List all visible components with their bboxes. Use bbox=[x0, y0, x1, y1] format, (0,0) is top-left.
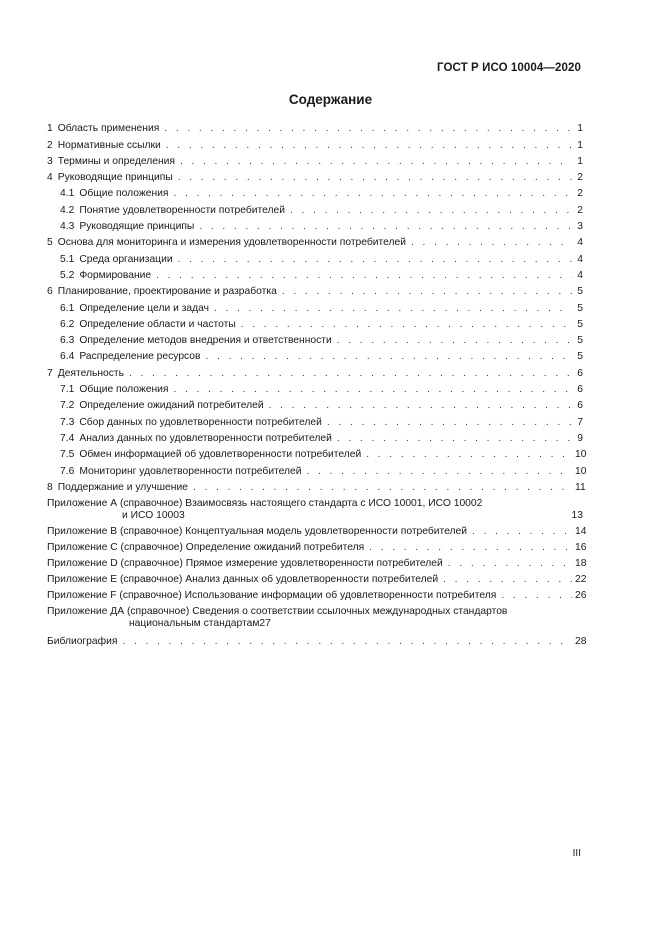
toc-entry-4-1[interactable] bbox=[47, 184, 583, 200]
toc-entry-title: Поддержание и улучшение bbox=[57, 481, 188, 493]
leader-dots bbox=[269, 400, 572, 412]
toc-entry-title: Определение ожиданий потребителей bbox=[79, 400, 264, 412]
toc-entry-7[interactable] bbox=[47, 363, 583, 379]
toc-entry-number: 7.1 bbox=[60, 384, 75, 396]
toc-entry-page: 28 bbox=[575, 635, 587, 647]
toc-entry-annex[interactable] bbox=[47, 538, 587, 554]
toc-entry-page: 3 bbox=[577, 221, 583, 233]
toc-entry-number: 7 bbox=[47, 367, 53, 379]
leader-dots bbox=[166, 140, 572, 152]
toc-entry-number: 4 bbox=[47, 172, 53, 184]
leader-dots bbox=[501, 590, 572, 602]
toc-entry-title: национальным стандартам bbox=[129, 617, 260, 629]
toc-entry-number: 7.6 bbox=[60, 465, 75, 477]
leader-dots bbox=[122, 636, 572, 648]
leader-dots bbox=[307, 466, 572, 478]
toc-entry-title: Библиография bbox=[47, 635, 118, 647]
toc-entry-title: Нормативные ссылки bbox=[57, 139, 161, 151]
table-of-contents bbox=[47, 119, 587, 648]
leader-dots bbox=[174, 384, 573, 396]
toc-entry-7-6[interactable] bbox=[47, 461, 587, 477]
toc-entry-annex-a[interactable] bbox=[47, 494, 583, 522]
leader-dots bbox=[327, 417, 572, 429]
toc-entry-page: 5 bbox=[577, 302, 583, 314]
toc-entry-7-3[interactable] bbox=[47, 412, 583, 428]
leader-dots bbox=[337, 335, 572, 347]
leader-dots bbox=[472, 526, 572, 538]
toc-entry-page: 5 bbox=[577, 335, 583, 347]
toc-entry-number: 7.4 bbox=[60, 432, 75, 444]
page-number: III bbox=[572, 848, 581, 859]
toc-entry-number: 5.2 bbox=[60, 269, 75, 281]
toc-entry-page: 6 bbox=[577, 400, 583, 412]
toc-entry-5-2[interactable] bbox=[47, 266, 583, 282]
toc-entry-title: Анализ данных по удовлетворенности потребителей bbox=[79, 432, 332, 444]
toc-entry-title: Определение цели и задач bbox=[79, 302, 210, 314]
toc-entry-title: Руководящие принципы bbox=[79, 221, 195, 233]
leader-dots bbox=[206, 351, 572, 363]
toc-entry-page: 6 bbox=[577, 367, 583, 379]
toc-entry-title: Приложение А (справочное) Взаимосвязь настоящего стандарта с ИСО 10001, ИСО 10002 bbox=[47, 497, 483, 509]
toc-entry-title: Термины и определения bbox=[57, 155, 175, 167]
toc-entry-number: 3 bbox=[47, 155, 53, 167]
toc-entry-5-1[interactable] bbox=[47, 249, 583, 265]
toc-entry-page: 13 bbox=[571, 509, 583, 521]
toc-entry-title: Среда организации bbox=[79, 253, 173, 265]
toc-entry-1[interactable] bbox=[47, 119, 583, 135]
toc-entry-number: 7.5 bbox=[60, 449, 75, 461]
toc-entry-title: Приложение В (справочное) Концептуальная модель удовлетворенности потребителей bbox=[47, 525, 467, 537]
leader-dots bbox=[282, 286, 572, 298]
toc-entry-page: 1 bbox=[577, 155, 583, 167]
toc-entry-page: 5 bbox=[577, 351, 583, 363]
leader-dots bbox=[178, 172, 572, 184]
toc-entry-title: Общие положения bbox=[79, 188, 169, 200]
leader-dots bbox=[174, 188, 573, 200]
toc-entry-annex-da[interactable] bbox=[47, 602, 583, 630]
toc-entry-title: Мониторинг удовлетворенности потребителей bbox=[79, 465, 302, 477]
toc-entry-title: Деятельность bbox=[57, 367, 125, 379]
toc-entry-7-5[interactable] bbox=[47, 445, 587, 461]
toc-entry-title: Приложение ДА (справочное) Сведения о соответствии ссылочных международных стандартов bbox=[47, 605, 508, 617]
toc-entry-number: 5 bbox=[47, 237, 53, 249]
leader-dots bbox=[164, 123, 572, 135]
leader-dots bbox=[337, 433, 572, 445]
toc-entry-3[interactable] bbox=[47, 152, 583, 168]
toc-entry-title: Руководящие принципы bbox=[57, 172, 173, 184]
toc-entry-page: 16 bbox=[575, 541, 587, 553]
leader-dots bbox=[129, 368, 572, 380]
toc-entry-number: 8 bbox=[47, 481, 53, 493]
toc-entry-6-2[interactable] bbox=[47, 315, 583, 331]
leader-dots bbox=[199, 221, 572, 233]
leader-dots bbox=[193, 482, 572, 494]
toc-entry-annex[interactable] bbox=[47, 522, 587, 538]
toc-entry-number: 4.2 bbox=[60, 204, 75, 216]
toc-entry-page: 4 bbox=[577, 269, 583, 281]
toc-entry-number: 7.3 bbox=[60, 416, 75, 428]
toc-entry-title: Определение методов внедрения и ответственности bbox=[79, 335, 332, 347]
leader-dots bbox=[156, 270, 572, 282]
toc-entry-7-4[interactable] bbox=[47, 429, 583, 445]
toc-entry-6[interactable] bbox=[47, 282, 583, 298]
toc-entry-2[interactable] bbox=[47, 135, 583, 151]
toc-entry-page: 10 bbox=[575, 449, 587, 461]
leader-dots bbox=[178, 254, 572, 266]
toc-entry-page: 7 bbox=[577, 416, 583, 428]
leader-dots bbox=[366, 449, 572, 461]
toc-entry-6-1[interactable] bbox=[47, 298, 583, 314]
toc-entry-page: 1 bbox=[577, 139, 583, 151]
toc-entry-4-2[interactable] bbox=[47, 200, 583, 216]
toc-entry-number: 2 bbox=[47, 139, 53, 151]
leader-dots bbox=[369, 542, 572, 554]
leader-dots bbox=[443, 574, 572, 586]
toc-entry-title: Основа для мониторинга и измерения удовлетворенности потребителей bbox=[57, 237, 407, 249]
toc-entry-title: и ИСО 10003 bbox=[122, 509, 185, 521]
leader-dots bbox=[290, 205, 572, 217]
toc-entry-page: 2 bbox=[577, 172, 583, 184]
toc-entry-4-3[interactable] bbox=[47, 217, 583, 233]
toc-entry-number: 6.2 bbox=[60, 318, 75, 330]
toc-entry-title: Понятие удовлетворенности потребителей bbox=[79, 204, 286, 216]
toc-entry-page: 18 bbox=[575, 557, 587, 569]
toc-entry-number: 5.1 bbox=[60, 253, 75, 265]
toc-entry-title: Распределение ресурсов bbox=[79, 351, 201, 363]
toc-entry-page: 26 bbox=[575, 589, 587, 601]
toc-entry-number: 6.1 bbox=[60, 302, 75, 314]
toc-entry-page: 6 bbox=[577, 384, 583, 396]
leader-dots bbox=[214, 303, 572, 315]
toc-entry-page: 4 bbox=[577, 237, 583, 249]
leader-dots bbox=[241, 319, 572, 331]
toc-entry-title: Формирование bbox=[79, 269, 152, 281]
toc-entry-4[interactable] bbox=[47, 168, 583, 184]
toc-title: Содержание bbox=[288, 92, 373, 107]
toc-entry-title: Приложение F (справочное) Использование информации об удовлетворенности потребителя bbox=[47, 589, 497, 601]
toc-entry-bibliography[interactable] bbox=[47, 630, 587, 648]
toc-entry-title: Общие положения bbox=[79, 384, 169, 396]
toc-entry-page: 14 bbox=[575, 525, 587, 537]
toc-entry-title: Приложение С (справочное) Определение ожиданий потребителя bbox=[47, 541, 365, 553]
toc-entry-page: 22 bbox=[575, 573, 587, 585]
toc-entry-page: 2 bbox=[577, 204, 583, 216]
leader-dots bbox=[448, 558, 572, 570]
toc-entry-number: 6.3 bbox=[60, 335, 75, 347]
leader-dots bbox=[411, 237, 572, 249]
toc-entry-annex[interactable] bbox=[47, 554, 587, 570]
toc-entry-title: Обмен информацией об удовлетворенности потребителей bbox=[79, 449, 362, 461]
toc-entry-5[interactable] bbox=[47, 233, 583, 249]
toc-entry-number: 6 bbox=[47, 286, 53, 298]
toc-entry-number: 6.4 bbox=[60, 351, 75, 363]
toc-entry-number: 4.3 bbox=[60, 221, 75, 233]
toc-entry-annex[interactable] bbox=[47, 586, 587, 602]
toc-entry-annex[interactable] bbox=[47, 570, 587, 586]
toc-entry-page: 1 bbox=[577, 123, 583, 135]
toc-entry-page: 11 bbox=[575, 481, 586, 493]
toc-entry-title: Приложение D (справочное) Прямое измерение удовлетворенности потребителей bbox=[47, 557, 443, 569]
toc-entry-8[interactable] bbox=[47, 478, 586, 494]
toc-entry-6-4[interactable] bbox=[47, 347, 583, 363]
toc-entry-7-2[interactable] bbox=[47, 396, 583, 412]
leader-dots bbox=[180, 156, 572, 168]
toc-entry-title: Планирование, проектирование и разработка bbox=[57, 286, 277, 298]
toc-entry-number: 4.1 bbox=[60, 188, 75, 200]
toc-entry-page: 4 bbox=[577, 253, 583, 265]
toc-entry-number: 7.2 bbox=[60, 400, 75, 412]
toc-entry-page: 5 bbox=[577, 286, 583, 298]
toc-entry-page: 9 bbox=[577, 432, 583, 444]
toc-entry-page: 27 bbox=[259, 617, 271, 629]
toc-entry-title: Приложение Е (справочное) Анализ данных об удовлетворенности потребителей bbox=[47, 573, 439, 585]
toc-entry-title: Сбор данных по удовлетворенности потребителей bbox=[79, 416, 322, 428]
toc-entry-number: 1 bbox=[47, 123, 53, 135]
toc-entry-page: 2 bbox=[577, 188, 583, 200]
toc-entry-7-1[interactable] bbox=[47, 380, 583, 396]
toc-entry-page: 10 bbox=[575, 465, 587, 477]
page-header: ГОСТ Р ИСО 10004—2020 bbox=[436, 62, 581, 74]
toc-entry-page: 5 bbox=[577, 318, 583, 330]
toc-entry-6-3[interactable] bbox=[47, 331, 583, 347]
toc-entry-title: Область применения bbox=[57, 123, 160, 135]
toc-entry-title: Определение области и частоты bbox=[79, 318, 236, 330]
